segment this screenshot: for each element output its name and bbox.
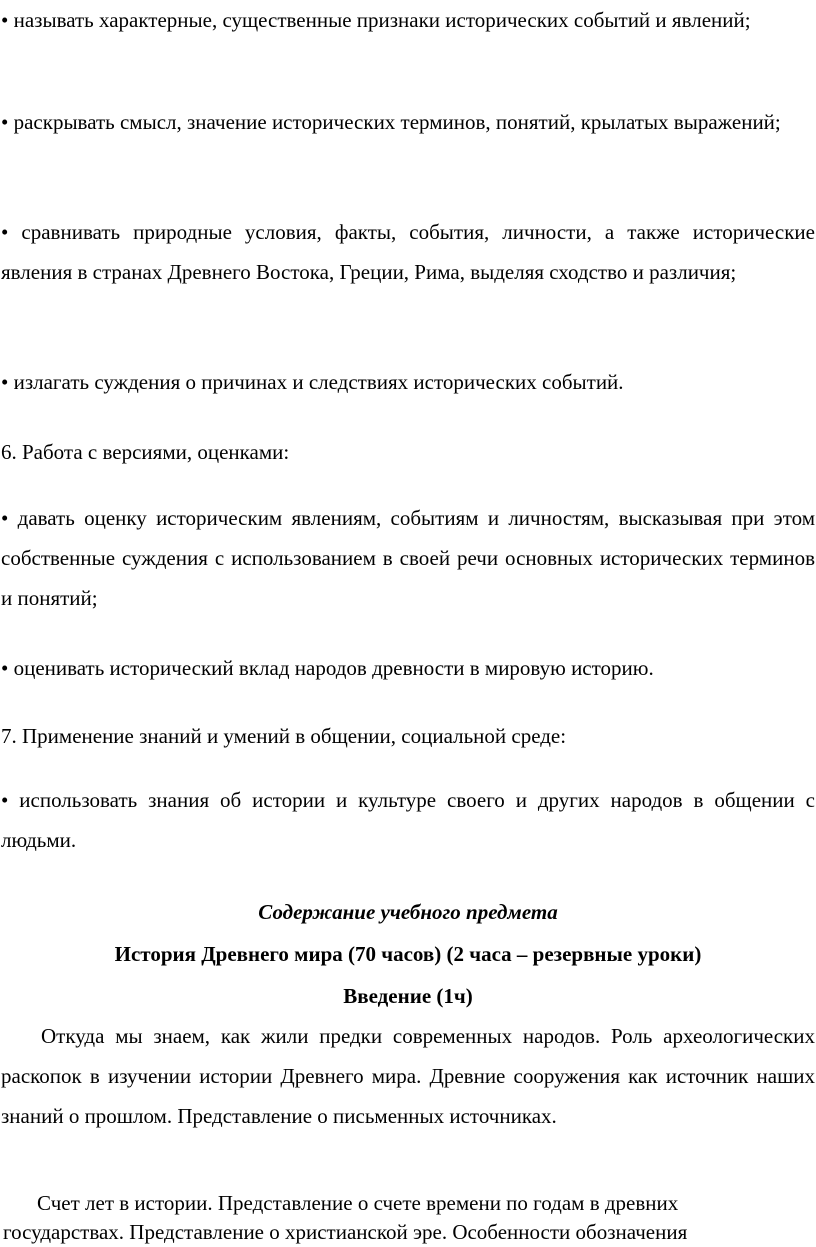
intro-paragraph: Откуда мы знаем, как жили предки современных народов. Роль археологических раскопок в изучении истории Древнего мира. Древние сооружения как источник наших знаний о прошлом. Представление о письменных источниках.: [1, 1024, 815, 1128]
list-item-judgements: • излагать суждения о причинах и следствиях исторических событий.: [1, 370, 624, 394]
list-item-contribution: • оценивать исторический вклад народов древности в мировую историю.: [1, 656, 654, 680]
list-item-terms: • раскрывать смысл, значение исторических терминов, понятий, крылатых выражений;: [1, 110, 781, 134]
list-item-communication: • использовать знания об истории и культуре своего и других народов в общении с людьми.: [1, 788, 815, 852]
list-heading-application: 7. Применение знаний и умений в общении, социальной среде:: [1, 724, 567, 748]
course-heading: История Древнего мира (70 часов) (2 часа – резервные уроки): [114, 942, 702, 966]
subject-heading: Содержание учебного предмета: [258, 900, 558, 924]
list-item-compare: • сравнивать природные условия, факты, события, личности, а также исторические явления в странах Древнего Востока, Греции, Рима, выделяя сходство и различия;: [1, 220, 815, 284]
section-heading: Введение (1ч): [343, 984, 473, 1008]
calendar-paragraph: Счет лет в истории. Представление о счете времени по годам в древних государствах. Представление о христианской эре. Особенности обозначения: [3, 1191, 688, 1244]
list-heading-versions: 6. Работа с версиями, оценками:: [1, 440, 290, 464]
list-item-assessment: • давать оценку историческим явлениям, событиям и личностям, высказывая при этом собственные суждения с использованием в своей речи основных исторических терминов и понятий;: [1, 506, 815, 610]
list-item-features: • называть характерные, существенные признаки исторических событий и явлений;: [1, 8, 751, 32]
